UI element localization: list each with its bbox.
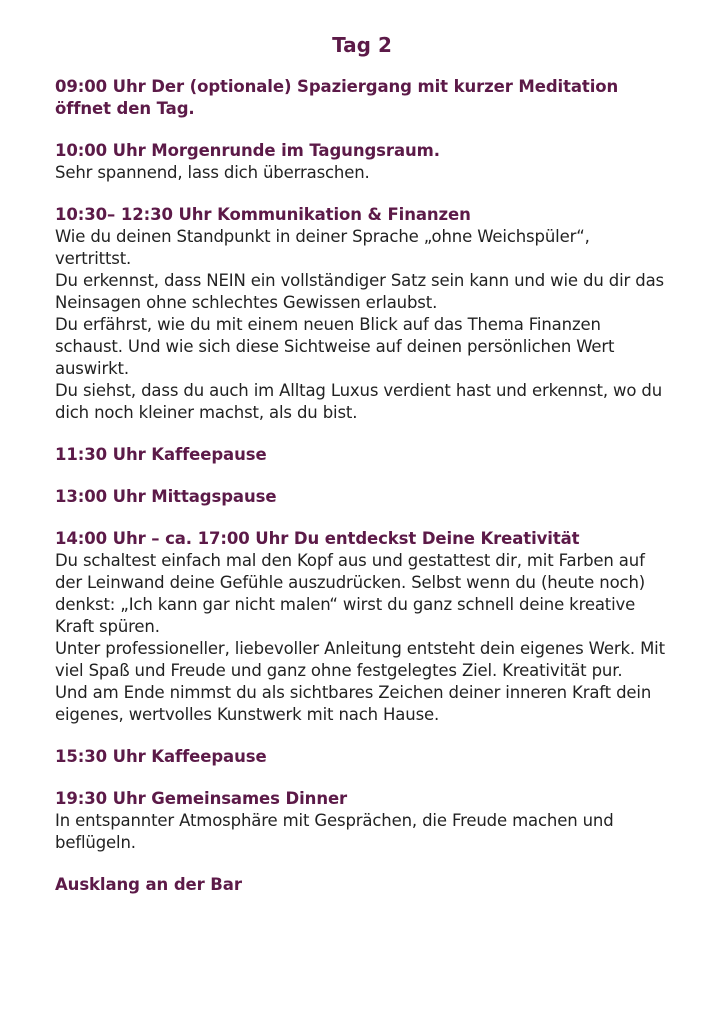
schedule-text: Und am Ende nimmst du als sichtbares Zeichen deiner inneren Kraft dein eigenes, wertvolles Kunstwerk mit nach Hause. xyxy=(55,683,652,724)
schedule-text: Du erfährst, wie du mit einem neuen Blick auf das Thema Finanzen schaust. Und wie sich diese Sichtweise auf deinen persönlichen Wert auswirkt. xyxy=(55,315,615,378)
schedule-item-bar xyxy=(55,874,670,896)
schedule-heading: 11:30 Uhr Kaffeepause xyxy=(55,445,267,464)
schedule-text: In entspannter Atmosphäre mit Gesprächen, die Freude machen und beflügeln. xyxy=(55,811,614,852)
schedule-text: Du siehst, dass du auch im Alltag Luxus verdient hast und erkennst, wo du dich noch kleiner machst, als du bist. xyxy=(55,381,663,422)
schedule-item-1130 xyxy=(55,444,670,466)
schedule-heading: Ausklang an der Bar xyxy=(55,875,242,894)
schedule-item-1030 xyxy=(55,204,670,424)
schedule-item-1530 xyxy=(55,746,670,768)
schedule xyxy=(55,76,670,916)
schedule-item-1300 xyxy=(55,486,670,508)
schedule-text: Du schaltest einfach mal den Kopf aus und gestattest dir, mit Farben auf der Leinwand deine Gefühle auszudrücken. Selbst wenn du (heute noch) denkst: „Ich kann gar nicht malen“ wirst du ganz schnell deine kreative Kraft spüren. xyxy=(55,551,646,636)
schedule-item-1000 xyxy=(55,140,670,184)
schedule-text: Du erkennst, dass NEIN ein vollständiger Satz sein kann und wie du dir das Neinsagen ohne schlechtes Gewissen erlaubst. xyxy=(55,271,664,312)
schedule-heading: 10:30– 12:30 Uhr Kommunikation & Finanzen xyxy=(55,205,471,224)
schedule-heading: 10:00 Uhr Morgenrunde im Tagungsraum. xyxy=(55,141,440,160)
schedule-item-1400 xyxy=(55,528,670,726)
schedule-heading: 14:00 Uhr – ca. 17:00 Uhr Du entdeckst Deine Kreativität xyxy=(55,529,580,548)
schedule-item-1930 xyxy=(55,788,670,854)
schedule-text: Wie du deinen Standpunkt in deiner Sprache „ohne Weichspüler“, vertrittst. xyxy=(55,227,590,268)
schedule-text: Sehr spannend, lass dich überraschen. xyxy=(55,163,370,182)
schedule-item-0900 xyxy=(55,76,670,120)
schedule-heading: 19:30 Uhr Gemeinsames Dinner xyxy=(55,789,348,808)
page-title: Tag 2 xyxy=(332,33,392,57)
schedule-heading: 09:00 Uhr Der (optionale) Spaziergang mit kurzer Meditation öffnet den Tag. xyxy=(55,77,619,118)
schedule-text: Unter professioneller, liebevoller Anleitung entsteht dein eigenes Werk. Mit viel Spaß und Freude und ganz ohne festgelegtes Ziel. Kreativität pur. xyxy=(55,639,665,680)
schedule-heading: 15:30 Uhr Kaffeepause xyxy=(55,747,267,766)
schedule-heading: 13:00 Uhr Mittagspause xyxy=(55,487,277,506)
